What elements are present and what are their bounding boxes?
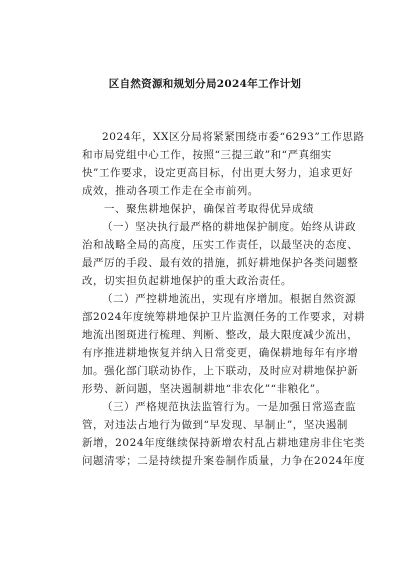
paragraph-line: 地流出图斑进行梳理、判断、整改，最大限度减少流出，: [82, 329, 359, 341]
paragraph-line: 加。强化部门联动协作，上下联动，及时应对耕地保护新: [82, 365, 359, 377]
paragraph-line: 有序推进耕地恢复并纳入日常变更，确保耕地每年有序增: [82, 347, 359, 359]
paragraph-line: 2024年，XX区分局将紧紧围绕市委“6293”工作思路: [102, 131, 365, 143]
paragraph-line: 和市局党组中心工作，按照“三提三敢”和“严真细实: [82, 149, 332, 161]
paragraph-line: 改，切实担负起耕地保护的重大政治责任。: [82, 275, 292, 287]
paragraph-line: 快”工作要求，设定更高目标，付出更大努力，追求更好: [82, 167, 354, 179]
paragraph-line: （二）严控耕地流出，实现有序增加。根据自然资源: [102, 293, 357, 305]
paragraph-line: 管，对违法占地行为做到“早发现、早制止”，坚决遏制: [82, 419, 348, 431]
document-title: 区自然资源和规划分局2024年工作计划: [108, 78, 302, 90]
paragraph-line: （一）坚决执行最严格的耕地保护制度。始终从讲政: [102, 221, 357, 233]
paragraph-line: 部2024年度统筹耕地保护卫片监测任务的工作要求，对耕: [82, 311, 366, 323]
paragraph-line: 问题清零；二是持续提升案卷制作质量，力争在2024年度: [82, 455, 366, 467]
paragraph-line: （三）严格规范执法监管行为。一是加强日常巡查监: [102, 401, 357, 413]
paragraph-line: 新增，2024年度继续保持新增农村乱占耕地建房非住宅类: [82, 437, 366, 449]
paragraph-line: 最严厉的手段、最有效的措施，抓好耕地保护各类问题整: [82, 257, 359, 269]
paragraph-line: 治和战略全局的高度，压实工作责任，以最坚决的态度、: [82, 239, 359, 251]
section-heading: 一、聚焦耕地保护，确保首考取得优异成绩: [104, 203, 314, 215]
paragraph-line: 形势、新问题，坚决遏制耕地“非农化”“非粮化”。: [82, 383, 327, 395]
paragraph-line: 成效，推动各项工作走在全市前列。: [82, 185, 259, 197]
